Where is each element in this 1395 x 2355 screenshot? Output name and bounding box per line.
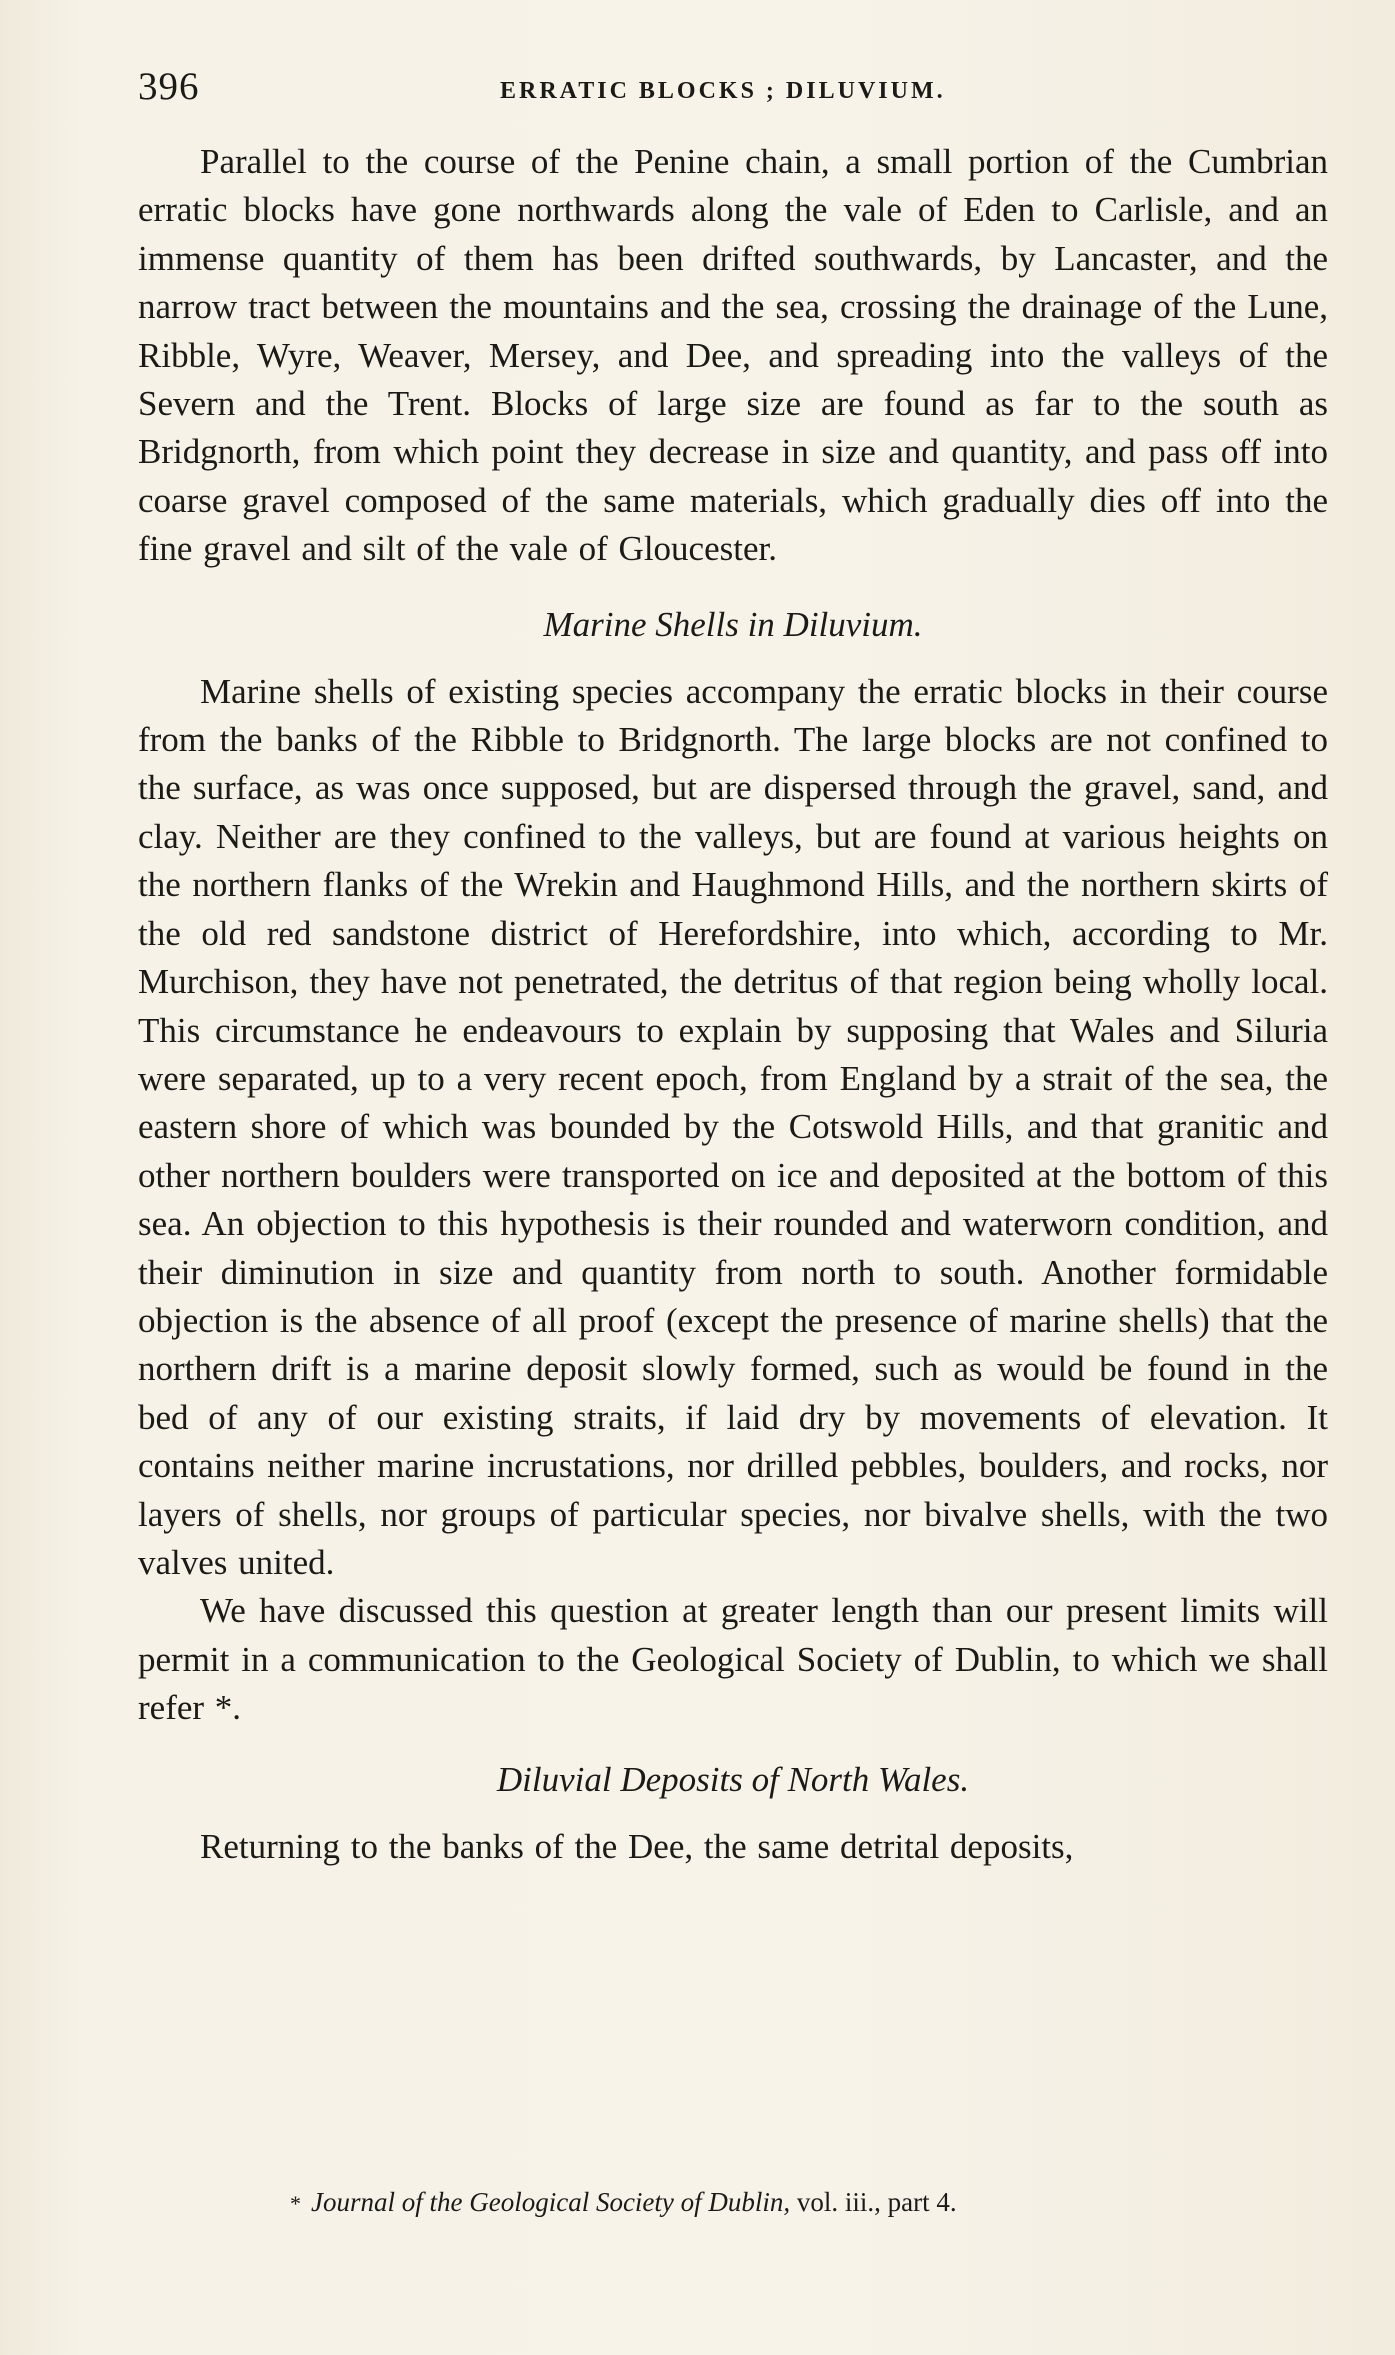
body-text [138,138,1328,1871]
footnote-marker: * [290,2191,301,2216]
running-title: ERRATIC BLOCKS ; DILUVIUM. [500,78,946,104]
page-number: 396 [138,65,200,108]
paragraph-erratic-blocks: Parallel to the course of the Penine chain, a small portion of the Cumbrian erratic blocks have gone northwards along the vale of Eden to Carlisle, and an immense quantity of them has been drifted southwards, by Lancaster, and the narrow tract between the mountains and the sea, crossing the drainage of the Lune, Ribble, Wyre, Weaver, Mersey, and Dee, and spreading into the valleys of the Severn and the Trent. Blocks of large size are found as far to the south as Bridgnorth, from which point they decrease in size and quantity, and pass off into coarse gravel composed of the same materials, which gradually dies off into the fine gravel and silt of the vale of Gloucester. [138,142,1328,569]
paragraph-marine-shells: Marine shells of existing species accompany the erratic blocks in their course from the banks of the Ribble to Bridgnorth. The large blocks are not confined to the surface, as was once supposed, but are dispersed through the gravel, sand, and clay. Neither are they confined to the valleys, but are found at various heights on the northern flanks of the Wrekin and Haughmond Hills, and the northern skirts of the old red sandstone district of Herefordshire, into which, according to Mr. Murchison, they have not penetrated, the detritus of that region being wholly local. This circumstance he endeavours to explain by supposing that Wales and Siluria were separated, up to a very recent epoch, from England by a strait of the sea, the eastern shore of which was bounded by the Cotswold Hills, and that granitic and other northern boulders were transported on ice and deposited at the bottom of this sea. An objection to this hypothesis is their rounded and waterworn condition, and their diminution in size and quantity from north to south. Another formidable objection is the absence of all proof (except the presence of marine shells) that the northern drift is a marine deposit slowly formed, such as would be found in the bed of any of our existing straits, if laid dry by movements of elevation. It contains neither marine incrustations, nor drilled pebbles, boulders, and rocks, nor layers of shells, nor groups of particular species, nor bivalve shells, with the two valves united. [138,671,1328,1582]
footnote-reference: Journal of the Geological Society of Dublin, [311,2187,791,2217]
section-heading-marine-shells: Marine Shells in Diluvium. [543,604,923,644]
footnote-detail: vol. iii., part 4. [796,2187,957,2217]
running-head [138,64,1318,114]
section-heading-diluvial-deposits: Diluvial Deposits of North Wales. [496,1759,970,1799]
paragraph-discussion: We have discussed this question at greater length than our present limits will permit in a communication to the Geological Society of Dublin, to which we shall refer *. [138,1591,1328,1728]
footnote [290,2187,1190,2218]
paragraph-returning: Returning to the banks of the Dee, the same detrital deposits, [200,1826,1074,1866]
